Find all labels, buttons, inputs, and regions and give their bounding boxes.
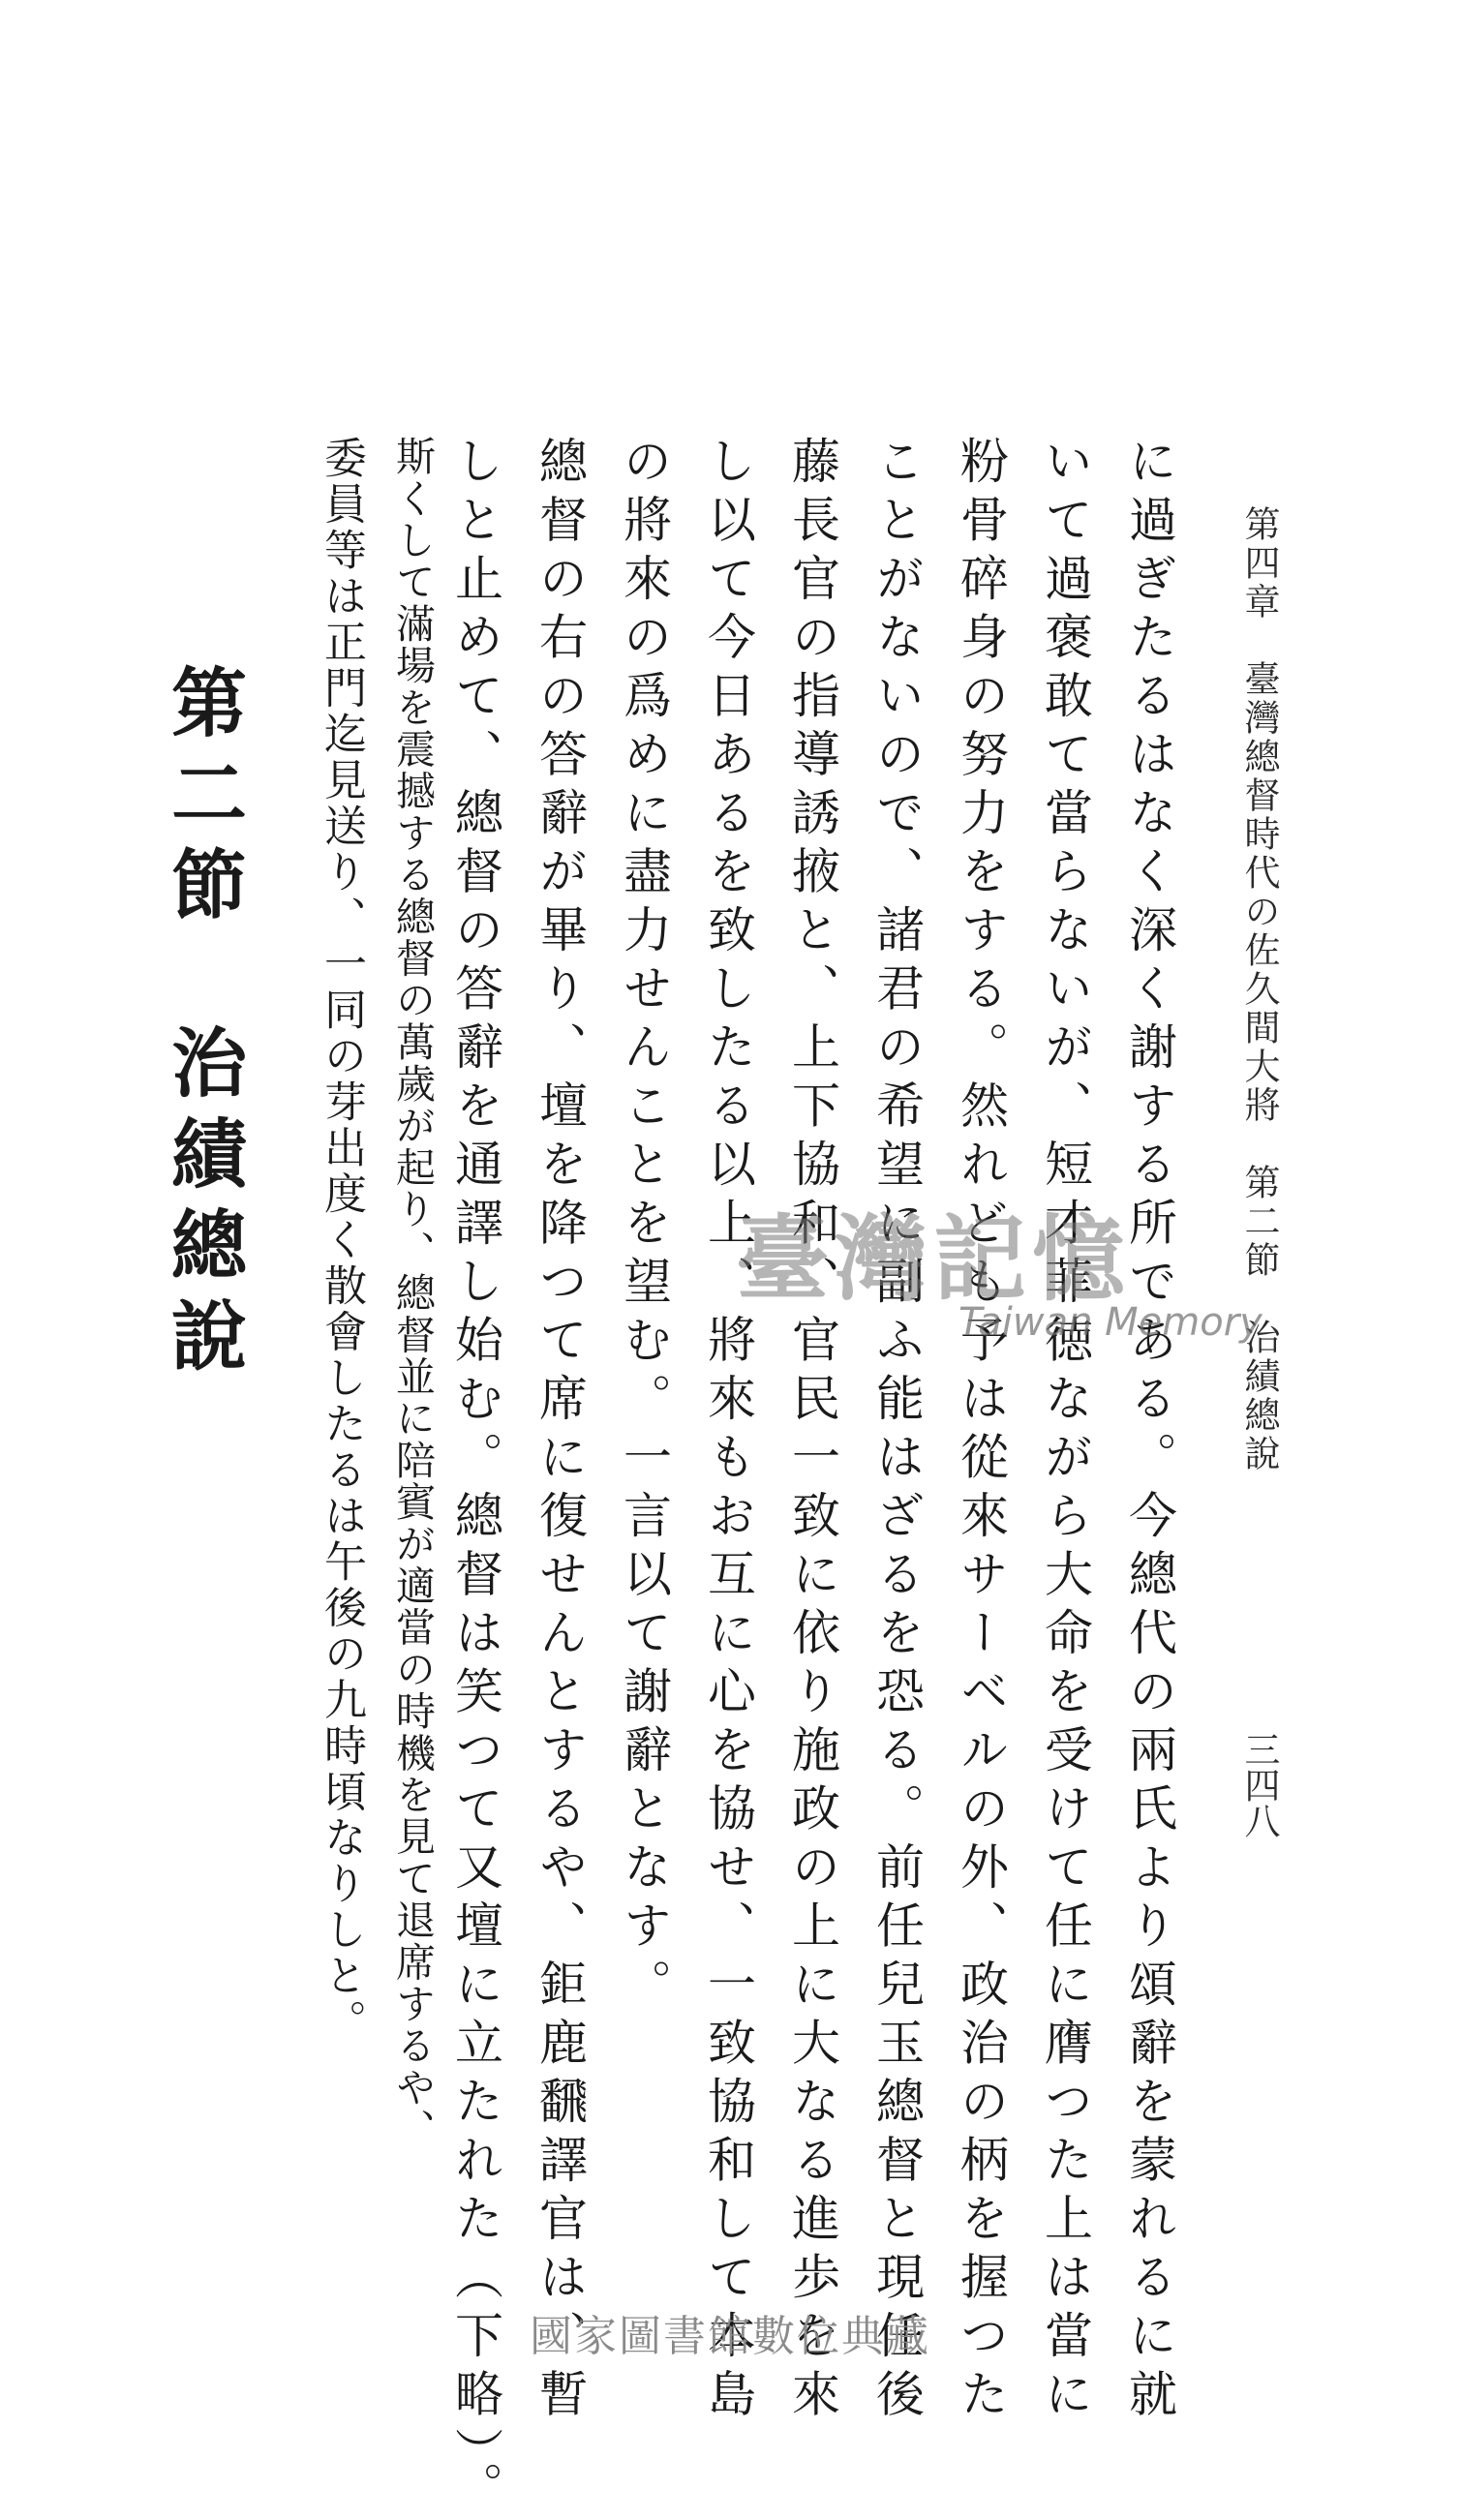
text-column: 藤長官の指導誘掖と、上下協和、官民一致に依り施政の上に大なる進歩を來 — [784, 436, 840, 2427]
text-column: しと止めて、總督の答辭を通譯し始む。總督は笑つて又壇に立たれた（下略）。 — [447, 436, 503, 2520]
section-heading — [159, 663, 246, 1387]
text-column: ことがないので、諸君の希望に副ふ能はざるを恐る。前任兒玉總督と現任後 — [868, 436, 925, 2427]
watermark-cjk: 臺灣記憶 — [736, 1205, 1131, 1314]
footer-collection-label: 國家圖書館數位典藏 — [530, 2312, 930, 2361]
text-column: 斯くして滿場を震撼する總督の萬歲が起り、總督並に陪賓が適當の時機を見て退席するや、 — [389, 436, 436, 2151]
section-title: 治績總說 — [159, 1023, 246, 1387]
page-number: 三四八 — [1238, 1731, 1280, 1838]
text-column: し以て今日あるを致したる以上、將來もお互に心を協せ、一致協和して本島 — [700, 436, 756, 2427]
watermark-en: Taiwan Memory — [958, 1300, 1262, 1345]
text-column: 總督の右の答辭が畢り、壇を降つて席に復せんとするや、鉅鹿飜譯官は、暫 — [532, 436, 588, 2427]
text-column: 粉骨碎身の努力をする。然れども予は從來サーベルの外、政治の柄を握つた — [953, 436, 1009, 2427]
text-column: の將來の爲めに盡力せんことを望む。一言以て謝辭となす。 — [616, 436, 672, 2018]
text-column: に過ぎたるはなく深く謝する所である。今總代の兩氏より頌辭を蒙れるに就 — [1121, 436, 1177, 2427]
text-column: 委員等は正門迄見送り、一同の芽出度く散會したるは午後の九時頃なりしと。 — [317, 436, 366, 2046]
running-header: 第四章 臺灣總督時代の佐久間大將 第二節 治績總說 — [1238, 505, 1280, 1473]
section-number: 第二節 — [159, 663, 246, 936]
text-column: いて過褒敢て當らないが、短才菲徳ながら大命を受けて任に膺つた上は當に — [1037, 436, 1093, 2427]
